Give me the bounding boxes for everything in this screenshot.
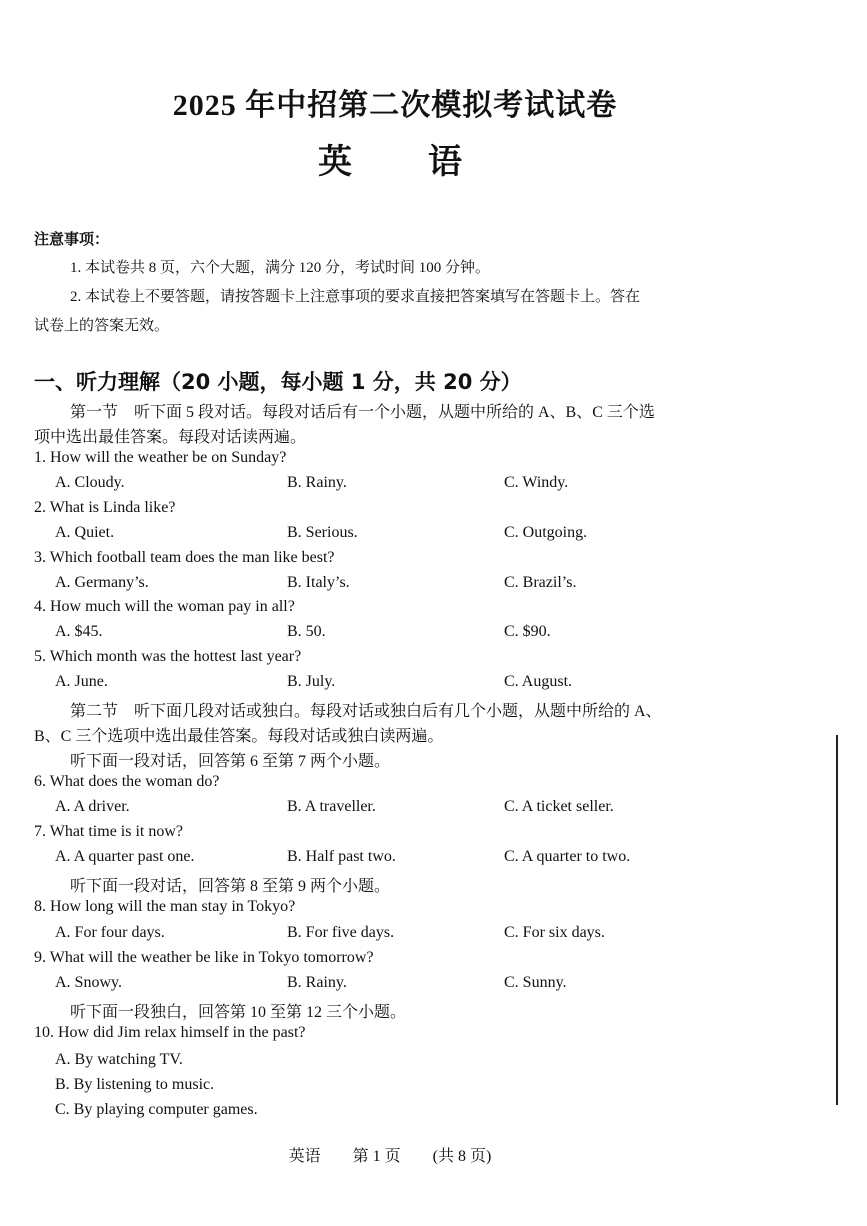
q1-option-c: C. Windy.: [504, 474, 569, 491]
q10-option-c: C. By playing computer games.: [55, 1101, 258, 1118]
q6-option-b: B. A traveller.: [287, 798, 376, 815]
question-8: 8. How long will the man stay in Tokyo?: [34, 898, 296, 915]
footer-page: 第 1 页: [352, 1148, 401, 1165]
part2-intro-cont: B、C 三个选项中选出最佳答案。每段对话或独白读两遍。: [34, 728, 444, 745]
instruction-q10-12: 听下面一段独白，回答第 10 至第 12 三个小题。: [70, 1004, 407, 1021]
scan-edge-divider: [836, 735, 838, 1105]
page-footer: [0, 1143, 780, 1166]
subject-char-2: 语: [428, 144, 462, 181]
q1-option-a: A. Cloudy.: [55, 474, 125, 491]
part1-intro-cont: 项中选出最佳答案。每段对话读两遍。: [34, 429, 307, 446]
q9-option-b: B. Rainy.: [287, 974, 347, 991]
q9-option-a: A. Snowy.: [55, 974, 122, 991]
section-heading: 一、听力理解（20 小题，每小题 1 分，共 20 分）: [34, 370, 522, 394]
footer-total: (共 8 页): [432, 1148, 492, 1165]
q7-option-a: A. A quarter past one.: [55, 848, 195, 865]
notice-heading: 注意事项：: [34, 232, 110, 248]
q1-option-b: B. Rainy.: [287, 474, 347, 491]
q2-option-c: C. Outgoing.: [504, 524, 588, 541]
q5-option-c: C. August.: [504, 673, 573, 690]
notice-item-2: 2. 本试卷上不要答题，请按答题卡上注意事项的要求直接把答案填写在答题卡上。答在: [70, 289, 641, 305]
q7-option-b: B. Half past two.: [287, 848, 396, 865]
q7-option-c: C. A quarter to two.: [504, 848, 631, 865]
part2-intro: 第二节 听下面几段对话或独白。每段对话或独白后有几个小题，从题中所给的 A、: [70, 703, 662, 720]
question-3: 3. Which football team does the man like best?: [34, 549, 335, 566]
question-6: 6. What does the woman do?: [34, 773, 220, 790]
instruction-q8-9: 听下面一段对话，回答第 8 至第 9 两个小题。: [70, 878, 391, 895]
q3-option-b: B. Italy’s.: [287, 574, 350, 591]
question-1: 1. How will the weather be on Sunday?: [34, 449, 287, 466]
q5-option-a: A. June.: [55, 673, 108, 690]
part1-intro: 第一节 听下面 5 段对话。每段对话后有一个小题，从题中所给的 A、B、C 三个选: [70, 404, 655, 421]
q5-option-b: B. July.: [287, 673, 336, 690]
q2-option-b: B. Serious.: [287, 524, 358, 541]
question-4: 4. How much will the woman pay in all?: [34, 598, 295, 615]
q10-option-b: B. By listening to music.: [55, 1076, 215, 1093]
question-10: 10. How did Jim relax himself in the past?: [34, 1024, 306, 1041]
q10-option-a: A. By watching TV.: [55, 1051, 183, 1068]
q9-option-c: C. Sunny.: [504, 974, 567, 991]
subject-title: [0, 134, 780, 183]
exam-title: 2025 年中招第二次模拟考试试卷: [172, 89, 618, 122]
notice-item-1: 1. 本试卷共 8 页，六个大题，满分 120 分，考试时间 100 分钟。: [70, 260, 491, 276]
q4-option-b: B. 50.: [287, 623, 326, 640]
question-9: 9. What will the weather be like in Tokyo tomorrow?: [34, 949, 374, 966]
q2-option-a: A. Quiet.: [55, 524, 115, 541]
q3-option-a: A. Germany’s.: [55, 574, 149, 591]
q4-option-c: C. $90.: [504, 623, 551, 640]
q8-option-a: A. For four days.: [55, 924, 165, 941]
question-2: 2. What is Linda like?: [34, 499, 176, 516]
q6-option-c: C. A ticket seller.: [504, 798, 614, 815]
q8-option-b: B. For five days.: [287, 924, 395, 941]
notice-item-2-cont: 试卷上的答案无效。: [34, 318, 170, 334]
question-7: 7. What time is it now?: [34, 823, 184, 840]
instruction-q6-7: 听下面一段对话，回答第 6 至第 7 两个小题。: [70, 753, 391, 770]
question-5: 5. Which month was the hottest last year?: [34, 648, 302, 665]
subject-char-1: 英: [318, 144, 352, 181]
q3-option-c: C. Brazil’s.: [504, 574, 577, 591]
q4-option-a: A. $45.: [55, 623, 103, 640]
q8-option-c: C. For six days.: [504, 924, 605, 941]
q6-option-a: A. A driver.: [55, 798, 130, 815]
footer-subject: 英语: [288, 1148, 321, 1165]
